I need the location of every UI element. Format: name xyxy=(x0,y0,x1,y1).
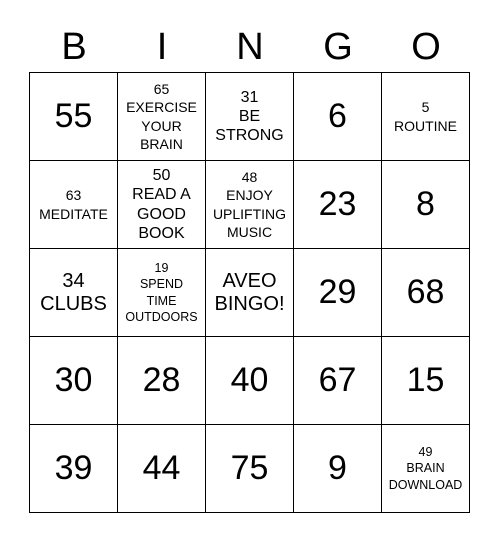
bingo-cell[interactable]: 34 CLUBS xyxy=(30,249,118,337)
bingo-cell[interactable]: 8 xyxy=(382,161,470,249)
bingo-header xyxy=(30,22,470,72)
bingo-cell[interactable]: 29 xyxy=(294,249,382,337)
bingo-cell[interactable]: 65 EXERCISE YOUR BRAIN xyxy=(118,73,206,161)
bingo-cell[interactable]: 30 xyxy=(30,337,118,425)
free-space-cell[interactable]: AVEO BINGO! xyxy=(206,249,294,337)
bingo-cell[interactable]: 5 ROUTINE xyxy=(382,73,470,161)
bingo-cell[interactable]: 44 xyxy=(118,425,206,513)
bingo-cell[interactable]: 49 BRAIN DOWNLOAD xyxy=(382,425,470,513)
bingo-cell[interactable]: 50 READ A GOOD BOOK xyxy=(118,161,206,249)
bingo-cell[interactable]: 68 xyxy=(382,249,470,337)
header-letter-n: N xyxy=(236,26,264,68)
header-letter-i: I xyxy=(156,26,168,68)
bingo-cell[interactable]: 15 xyxy=(382,337,470,425)
bingo-cell[interactable]: 55 xyxy=(30,73,118,161)
bingo-cell[interactable]: 67 xyxy=(294,337,382,425)
bingo-cell[interactable]: 28 xyxy=(118,337,206,425)
bingo-cell[interactable]: 6 xyxy=(294,73,382,161)
bingo-cell[interactable]: 48 ENJOY UPLIFTING MUSIC xyxy=(206,161,294,249)
bingo-cell[interactable]: 63 MEDITATE xyxy=(30,161,118,249)
bingo-cell[interactable]: 31 BE STRONG xyxy=(206,73,294,161)
bingo-cell[interactable]: 23 xyxy=(294,161,382,249)
bingo-cell[interactable]: 40 xyxy=(206,337,294,425)
header-letter-o: O xyxy=(411,26,441,68)
bingo-cell[interactable]: 75 xyxy=(206,425,294,513)
header-letter-b: B xyxy=(61,26,87,68)
header-letter-g: G xyxy=(323,26,353,68)
bingo-cell[interactable]: 39 xyxy=(30,425,118,513)
bingo-cell[interactable]: 9 xyxy=(294,425,382,513)
bingo-board xyxy=(29,72,470,513)
bingo-cell[interactable]: 19 SPEND TIME OUTDOORS xyxy=(118,249,206,337)
